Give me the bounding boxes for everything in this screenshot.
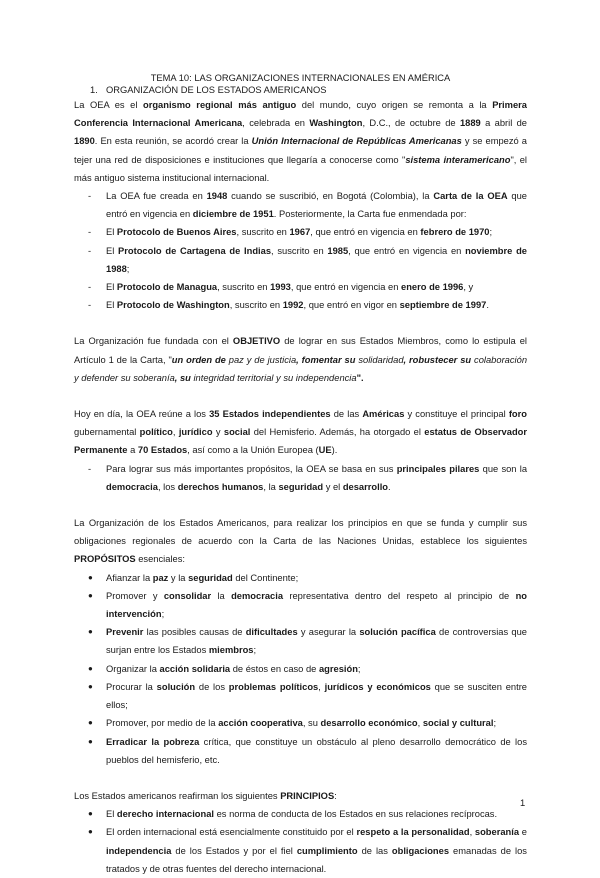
list-item-text: El Protocolo de Washington, suscrito en 1992, que entró en vigor en septiembre de 1997. <box>106 300 489 311</box>
list-item <box>74 569 527 587</box>
list-item-text: Erradicar la pobreza crítica, que constituye un obstáculo al pleno desarrollo democrático de los pueblos del hemisferio, etc. <box>106 736 527 765</box>
list-item <box>74 805 527 823</box>
list-item <box>74 823 527 878</box>
list-item-text: Promover, por medio de la acción cooperativa, su desarrollo económico, social y cultural; <box>106 718 497 729</box>
dash-marker: - <box>88 227 92 238</box>
list-item <box>74 296 527 314</box>
bullet-marker: ● <box>88 736 93 746</box>
list-item-text: La OEA fue creada en 1948 cuando se suscribió, en Bogotá (Colombia), la Carta de la OEA que entró en vigencia en diciembre de 1951. Posteriormente, la Carta fue enmendada por: <box>106 191 528 220</box>
list-item-text: El Protocolo de Cartagena de Indias, suscrito en 1985, que entró en vigencia en noviembre de 1988; <box>106 245 527 274</box>
list-item <box>74 660 527 678</box>
dash-marker: - <box>88 245 92 256</box>
list-item-text: El orden internacional está esencialmente constituido por el respeto a la personalidad, soberanía e independencia de los Estados y por el fiel cumplimiento de las obligaciones emanadas de los tratados y de otras fuentes del derecho internacional. <box>106 827 527 874</box>
list-item-text: Procurar la solución de los problemas políticos, jurídicos y económicos que se susciten entre ellos; <box>106 681 527 711</box>
list-item-text: Para lograr sus más importantes propósitos, la OEA se basa en sus principales pilares que son la democracia, los derechos humanos, la seguridad y el desarrollo. <box>106 463 528 492</box>
bullet-marker: ● <box>88 663 93 673</box>
dash-marker: - <box>88 282 92 293</box>
list-item-text: Promover y consolidar la democracia representativa dentro del respeto al principio de no intervención; <box>106 590 527 620</box>
bullet-list-purposes <box>74 569 527 769</box>
list-item <box>74 242 527 278</box>
section-number: 1. <box>90 85 98 95</box>
list-item <box>74 733 527 769</box>
section-title: ORGANIZACIÓN DE LOS ESTADOS AMERICANOS <box>106 85 327 95</box>
list-item-text: Afianzar la paz y la seguridad del Continente; <box>106 572 299 583</box>
list-item <box>74 587 527 623</box>
document-title: TEMA 10: LAS ORGANIZACIONES INTERNACIONALES EN AMÉRICA <box>150 73 451 83</box>
list-item-text: El Protocolo de Managua, suscrito en 1993, que entró en vigencia en enero de 1996, y <box>106 282 474 293</box>
list-item <box>74 678 527 714</box>
bullet-marker: ● <box>88 572 93 582</box>
dash-list-pillars <box>74 460 527 496</box>
list-item <box>74 460 527 496</box>
paragraph-intro: La OEA es el organismo regional más antiguo del mundo, cuyo origen se remonta a la Primera Conferencia Internacional Americana, celebrada en Washington, D.C., de octubre de 1889 a abril de 1890. En esta reunión, se acordó crear la Unión Internacional de Repúblicas Americanas y se empezó a tejer una red de disposiciones e instituciones que llegaría a conocerse como "sistema interamericano", el más antiguo sistema institucional internacional. <box>74 100 528 183</box>
bullet-marker: ● <box>88 627 93 637</box>
list-item <box>74 278 527 296</box>
bullet-list-principles <box>74 805 527 878</box>
dash-marker: - <box>88 191 92 202</box>
dash-list-charter <box>74 187 527 314</box>
list-item <box>74 223 527 241</box>
list-item-text: El Protocolo de Buenos Aires, suscrito en 1967, que entró en vigencia en febrero de 1970; <box>106 227 493 238</box>
page-number: 1 <box>520 798 526 808</box>
bullet-marker: ● <box>88 809 93 819</box>
list-item-text: El derecho internacional es norma de conducta de los Estados en sus relaciones recíprocas. <box>106 809 498 820</box>
list-item <box>74 187 527 223</box>
bullet-marker: ● <box>88 590 93 600</box>
list-item-text: Prevenir las posibles causas de dificultades y asegurar la solución pacífica de controversias que surjan entre los Estados miembros; <box>106 627 527 656</box>
dash-marker: - <box>88 300 92 311</box>
section-heading <box>90 84 527 96</box>
bullet-marker: ● <box>88 718 93 728</box>
bullet-marker: ● <box>88 827 93 837</box>
dash-marker: - <box>88 463 92 474</box>
paragraph-purposes: La Organización de los Estados Americanos, para realizar los principios en que se funda y cumplir sus obligaciones regionales de acuerdo con la Carta de las Naciones Unidas, establece los siguientes PROPÓSITOS esenciales: <box>74 518 527 565</box>
bullet-marker: ● <box>88 681 93 691</box>
list-item <box>74 714 527 732</box>
paragraph-principles: Los Estados americanos reafirman los siguientes PRINCIPIOS: <box>74 790 337 801</box>
paragraph-members: Hoy en día, la OEA reúne a los 35 Estados independientes de las Américas y constituye el principal foro gubernamental político, jurídico y social del Hemisferio. Además, ha otorgado el estatus de Observador Permanente a 70 Estados, así como a la Unión Europea (UE). <box>74 409 527 456</box>
list-item <box>74 623 527 659</box>
list-item-text: Organizar la acción solidaria de éstos en caso de agresión; <box>106 663 361 674</box>
document-page <box>74 72 527 878</box>
paragraph-objective: La Organización fue fundada con el OBJETIVO de lograr en sus Estados Miembros, como lo estipula el Artículo 1 de la Carta, "un orden de paz y de justicia, fomentar su solidaridad, robustecer su colaboración y defender su soberanía, su integridad territorial y su independencia". <box>74 336 528 383</box>
